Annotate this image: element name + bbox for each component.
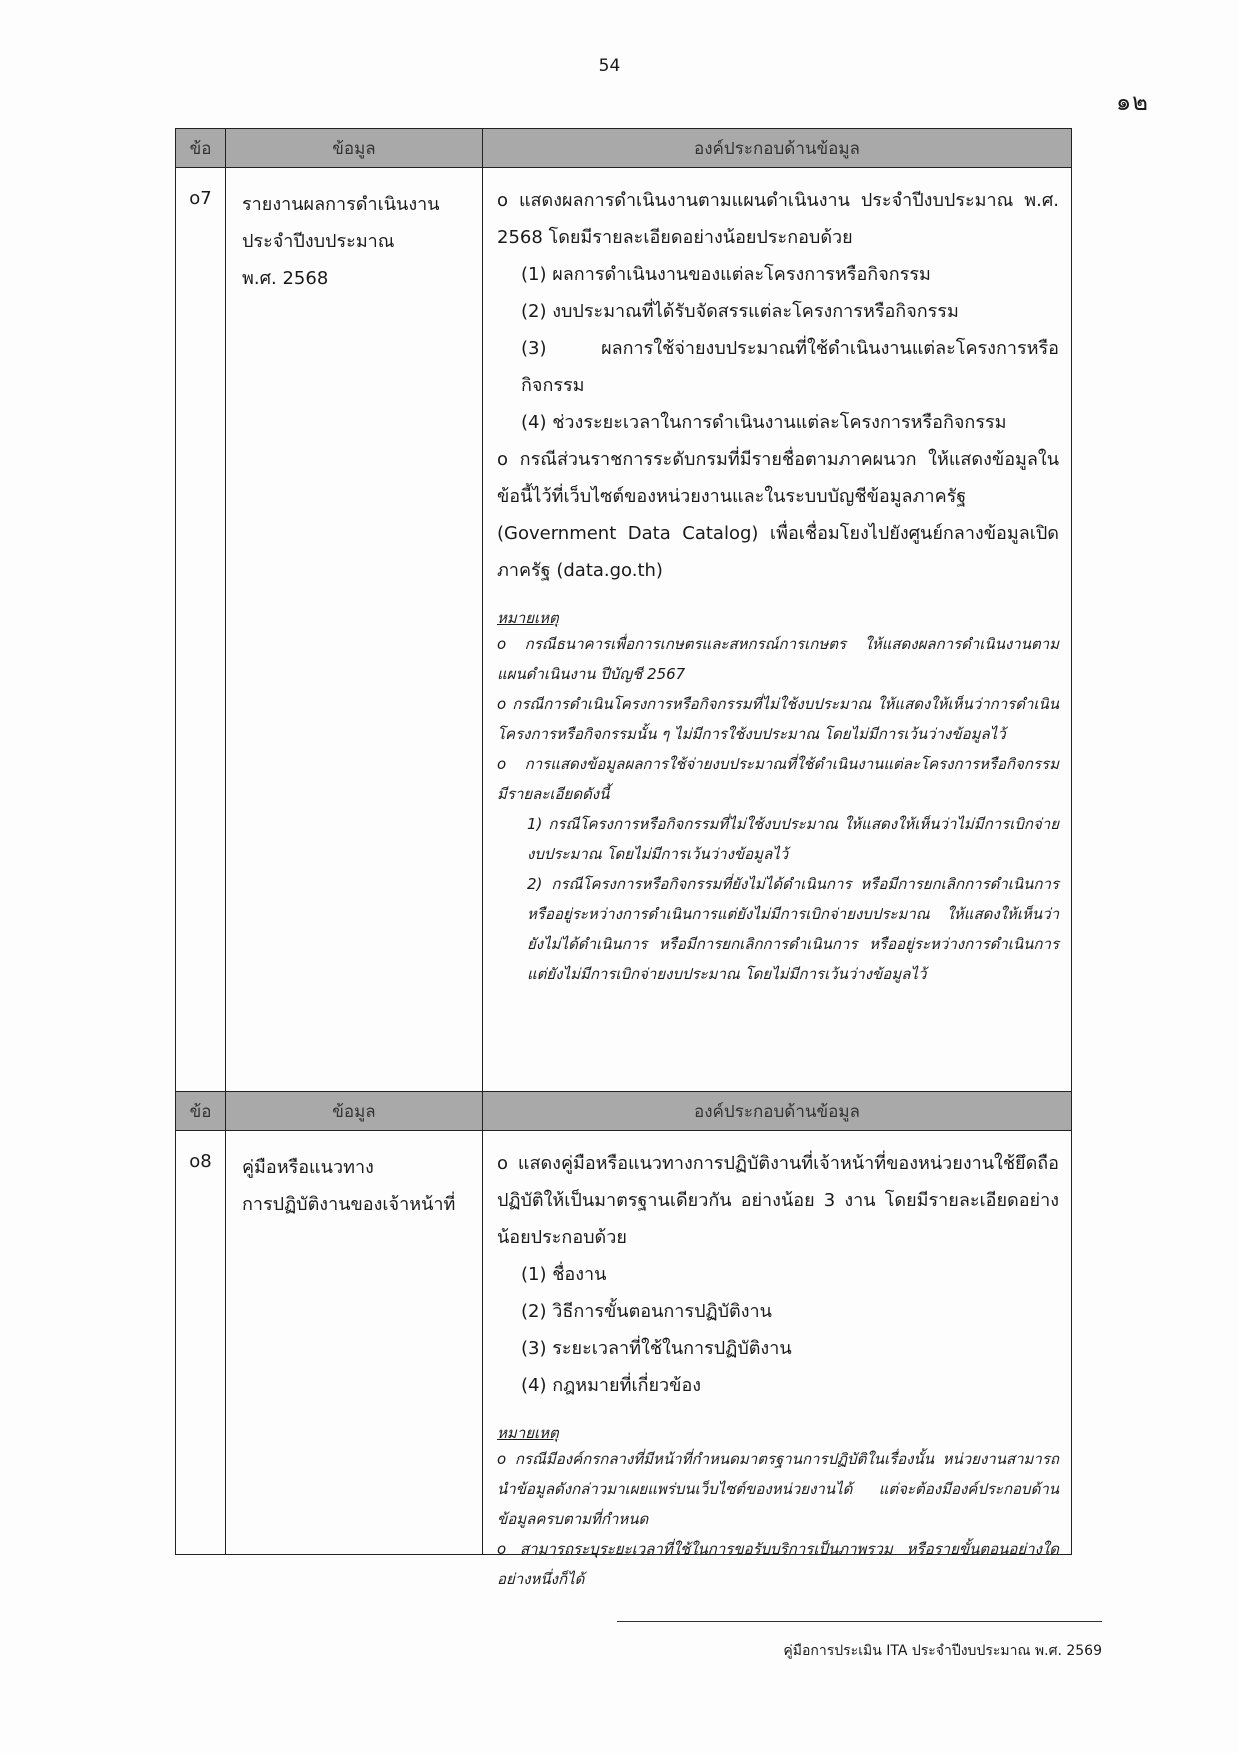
info-line: พ.ศ. 2568 [242,268,329,289]
note-item: 2) กรณีโครงการหรือกิจกรรมที่ยังไม่ได้ดำเนินการ หรือมีการยกเลิกการดำเนินการ หรืออยู่ระหว่างการดำเนินการแต่ยังไม่มีการเบิกจ่ายงบประมาณ ให้แสดงให้เห็นว่ายังไม่ได้ดำเนินการ หรือมีการยกเลิกการดำเนินการ หรืออยู่ระหว่างการดำเนินการแต่ยังไม่มีการเบิกจ่ายงบประมาณ โดยไม่มีการเว้นว่างข้อมูลไว้ [527,875,1059,983]
table-header [176,129,1071,168]
note-item: o กรณีธนาคารเพื่อการเกษตรและสหกรณ์การเกษตร ให้แสดงผลการดำเนินงานตามแผนดำเนินงาน ปีบัญชี 2567 [497,635,1059,683]
header-no: ข้อ [176,129,226,167]
row-number: o8 [176,1131,226,1554]
note-title: หมายเหตุ [497,1424,559,1442]
table-row [176,168,1071,1092]
header-info: ข้อมูล [226,1092,483,1130]
footer-divider [617,1621,1102,1622]
header-info: ข้อมูล [226,129,483,167]
note-item: o การแสดงข้อมูลผลการใช้จ่ายงบประมาณที่ใช้ดำเนินงานแต่ละโครงการหรือกิจกรรม มีรายละเอียดดังนี้ [497,755,1059,803]
row-component [483,1131,1071,1588]
row-info [226,168,483,1091]
component-item: (4) ช่วงระยะเวลาในการดำเนินงานแต่ละโครงการหรือกิจกรรม [521,412,1007,433]
note-list [497,1444,1059,1594]
note-item: 1) กรณีโครงการหรือกิจกรรมที่ไม่ใช้งบประมาณ ให้แสดงให้เห็นว่าไม่มีการเบิกจ่ายงบประมาณ โดยไม่มีการเว้นว่างข้อมูลไว้ [527,815,1059,863]
component-item: o กรณีส่วนราชการระดับกรมที่มีรายชื่อตามภาคผนวก ให้แสดงข้อมูลในข้อนี้ไว้ที่เว็บไซต์ของหน่วยงานและในระบบบัญชีข้อมูลภาครัฐ (Government Data Catalog) เพื่อเชื่อมโยงไปยังศูนย์กลางข้อมูลเปิดภาครัฐ (data.go.th) [497,449,1059,581]
row-info [226,1131,483,1554]
component-item: o แสดงคู่มือหรือแนวทางการปฏิบัติงานที่เจ้าหน้าที่ของหน่วยงานใช้ยึดถือปฏิบัติให้เป็นมาตรฐานเดียวกัน อย่างน้อย 3 งาน โดยมีรายละเอียดอย่างน้อยประกอบด้วย [497,1153,1059,1248]
component-item: (2) งบประมาณที่ได้รับจัดสรรแต่ละโครงการหรือกิจกรรม [521,301,959,322]
row-component [483,168,1071,1091]
note-item: o กรณีการดำเนินโครงการหรือกิจกรรมที่ไม่ใช้งบประมาณ ให้แสดงให้เห็นว่าการดำเนินโครงการหรือกิจกรรมนั้น ๆ ไม่มีการใช้งบประมาณ โดยไม่มีการเว้นว่างข้อมูลไว้ [497,695,1059,743]
row-number: o7 [176,168,226,1091]
component-item: (1) ชื่องาน [521,1264,607,1285]
note-item: o กรณีมีองค์กรกลางที่มีหน้าที่กำหนดมาตรฐานการปฏิบัติในเรื่องนั้น หน่วยงานสามารถนำข้อมูลดังกล่าวมาเผยแพร่บนเว็บไซต์ของหน่วยงานได้ แต่จะต้องมีองค์ประกอบด้านข้อมูลครบตามที่กำหนด [497,1450,1059,1528]
header-component: องค์ประกอบด้านข้อมูล [694,138,860,159]
component-item: o แสดงผลการดำเนินงานตามแผนดำเนินงาน ประจำปีงบประมาณ พ.ศ. 2568 โดยมีรายละเอียดอย่างน้อยประกอบด้วย [497,190,1059,248]
note-list [497,629,1059,989]
table-row [176,1131,1071,1588]
component-item: (3) ผลการใช้จ่ายงบประมาณที่ใช้ดำเนินงานแต่ละโครงการหรือกิจกรรม [521,338,1059,396]
component-item: (1) ผลการดำเนินงานของแต่ละโครงการหรือกิจกรรม [521,264,931,285]
info-line: การปฏิบัติงานของเจ้าหน้าที่ [242,1194,456,1215]
note-item: o สามารถระบุระยะเวลาที่ใช้ในการขอรับบริการเป็นภาพรวม หรือรายขั้นตอนอย่างใดอย่างหนึ่งก็ได้ [497,1540,1059,1588]
info-line: ประจำปีงบประมาณ [242,231,395,252]
header-component: องค์ประกอบด้านข้อมูล [694,1101,860,1122]
info-line: รายงานผลการดำเนินงาน [242,194,440,215]
requirements-table [175,128,1072,1588]
component-item: (2) วิธีการขั้นตอนการปฏิบัติงาน [521,1301,772,1322]
footer-text: คู่มือการประเมิน ITA ประจำปีงบประมาณ พ.ศ. 2569 [783,1643,1102,1659]
header-no: ข้อ [176,1092,226,1130]
info-line: คู่มือหรือแนวทาง [242,1157,374,1178]
component-item: (3) ระยะเวลาที่ใช้ในการปฏิบัติงาน [521,1338,792,1359]
component-item: (4) กฎหมายที่เกี่ยวข้อง [521,1375,702,1396]
thai-page-number: ๑๒ [1115,88,1149,116]
table-header [176,1092,1071,1131]
page-number: 54 [598,56,621,76]
note-title: หมายเหตุ [497,609,559,627]
